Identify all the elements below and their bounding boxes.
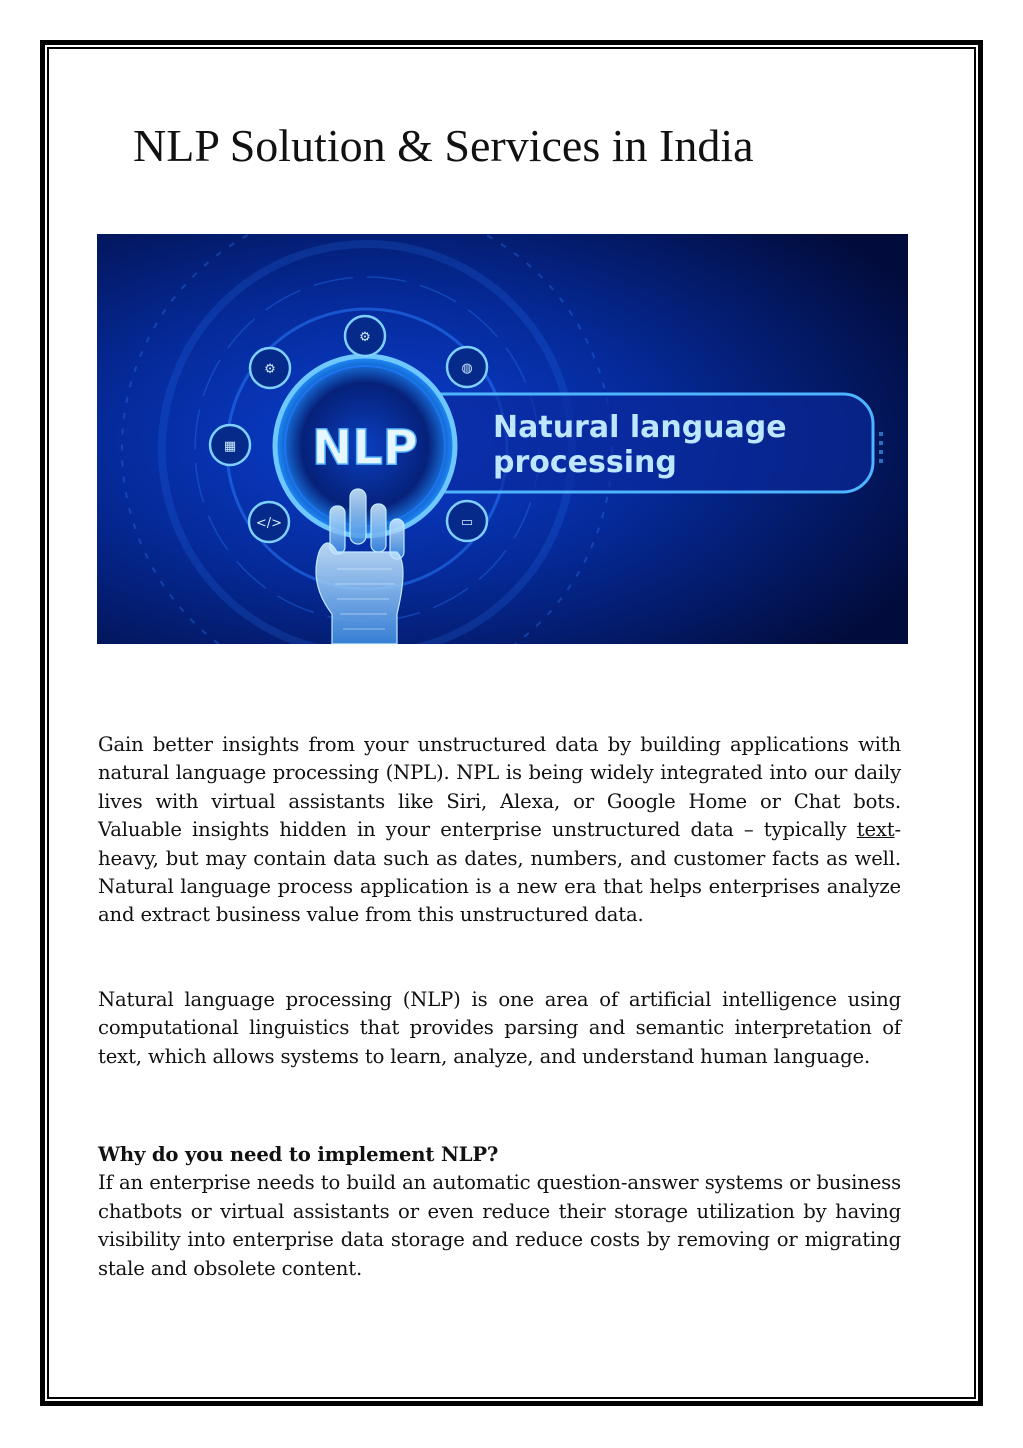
svg-text:▭: ▭: [460, 515, 474, 530]
svg-text:</>: </>: [255, 516, 283, 531]
section-heading: Why do you need to implement NLP?: [98, 1143, 499, 1166]
hero-image-nlp: [97, 234, 908, 644]
svg-text:⚙: ⚙: [359, 330, 371, 345]
paragraph-intro: [98, 731, 901, 930]
hero-caption-line2: processing: [493, 445, 677, 480]
text-link[interactable]: text: [856, 818, 895, 842]
paragraph-intro-end: -heavy, but may contain data such as dates, numbers, and customer facts as well. Natural language process application is a new era that helps enterprises analyze and extract business value from this unstructured data.: [98, 818, 901, 927]
paragraph-nlp-definition: Natural language processing (NLP) is one area of artificial intelligence using computational linguistics that provides parsing and semantic interpretation of text, which allows systems to learn, analyze, and understand human language.: [98, 988, 901, 1068]
paragraph-intro-start: Gain better insights from your unstructured data by building applications with natural language processing (NPL). NPL is being widely integrated into our daily lives with virtual assistants like Siri, Alexa, or Google Home or Chat bots. Valuable insights hidden in your enterprise unstructured data – typically: [98, 733, 901, 842]
hero-badge-text: NLP: [312, 420, 418, 476]
hero-caption-line1: Natural language: [493, 410, 787, 445]
svg-text:◍: ◍: [461, 361, 473, 376]
page-title: NLP Solution & Services in India: [133, 120, 754, 171]
paragraph-why-nlp: If an enterprise needs to build an automatic question-answer systems or business chatbots or virtual assistants or even reduce their storage utilization by having visibility into enterprise data storage and reduce costs by removing or migrating stale and obsolete content.: [98, 1171, 901, 1280]
section-why-nlp: [98, 1141, 901, 1283]
svg-text:⚙: ⚙: [264, 362, 276, 377]
svg-text:▦: ▦: [223, 439, 237, 454]
